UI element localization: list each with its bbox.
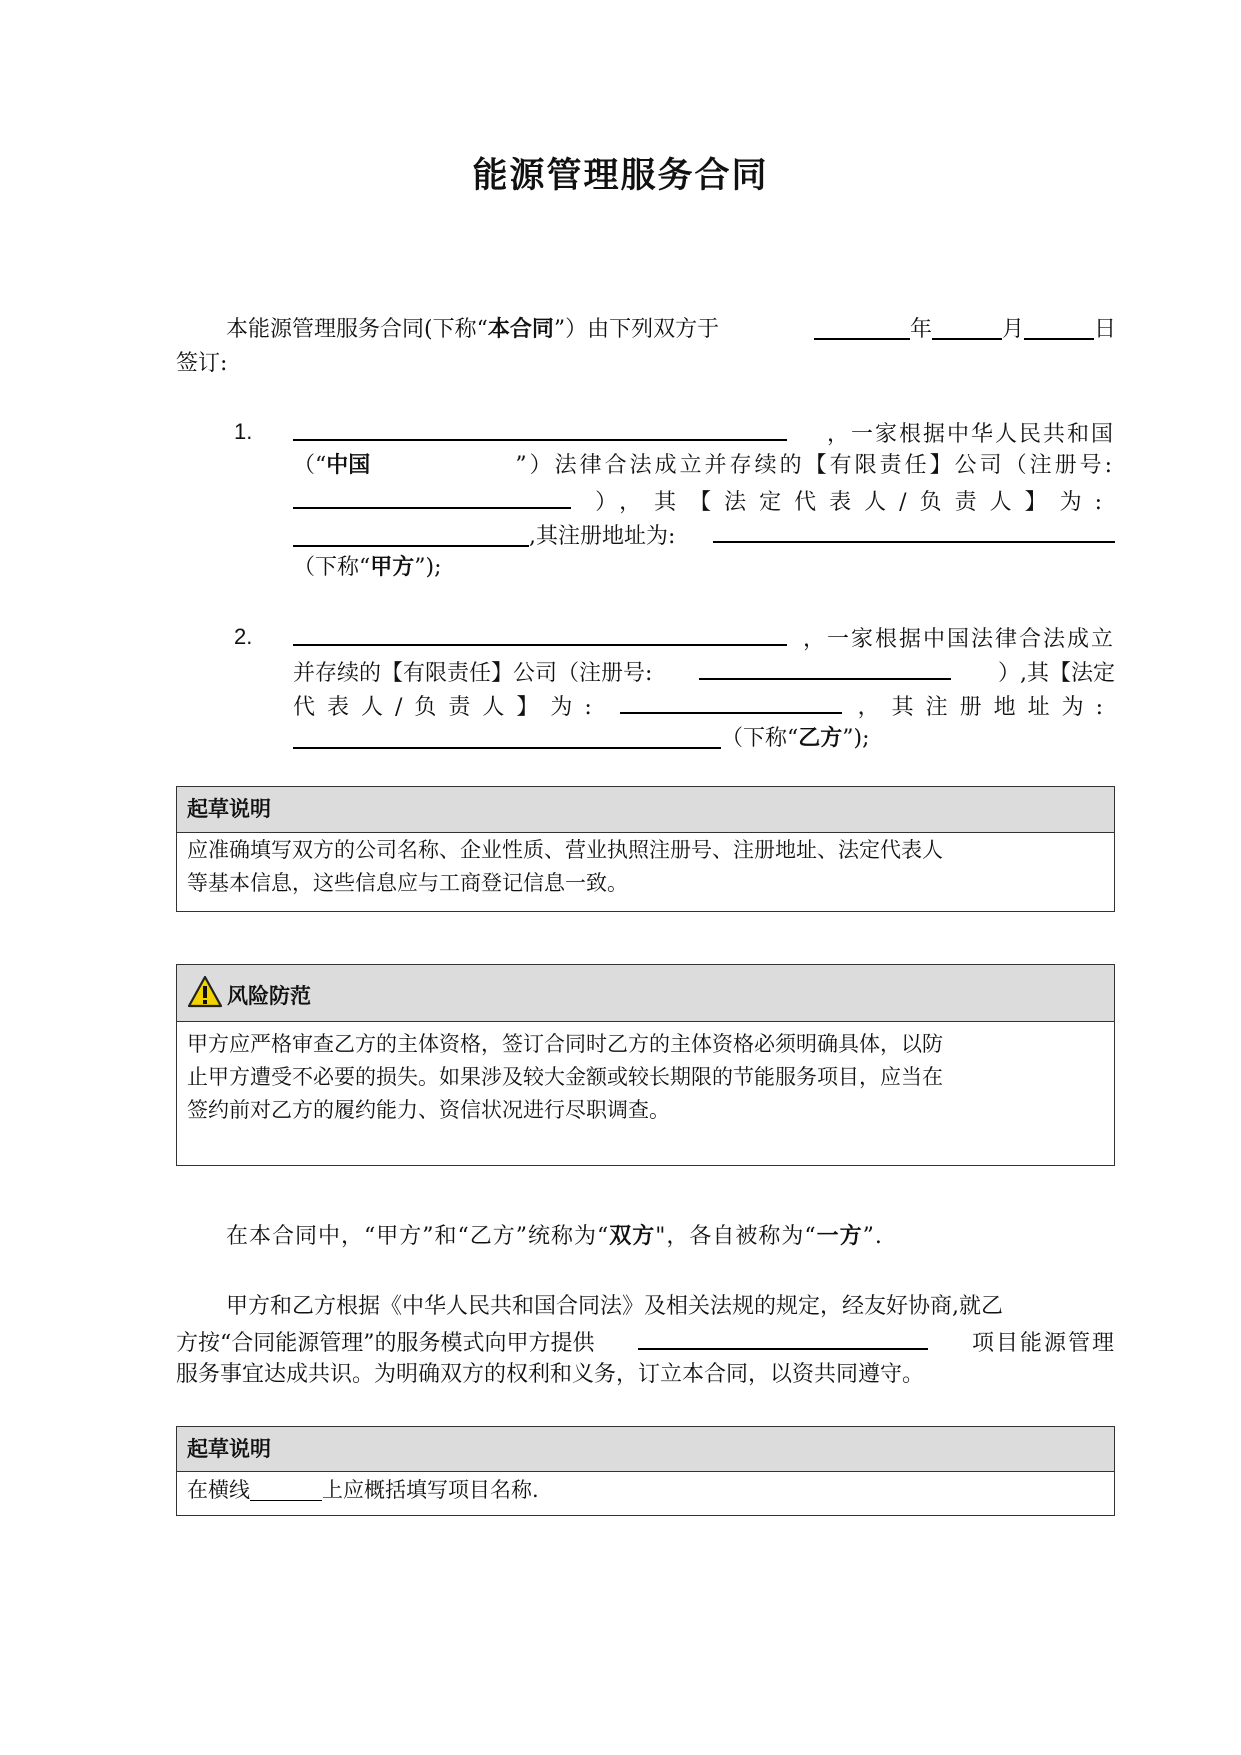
risk-prevention-box [176, 964, 1115, 1166]
party2-l2-b: ）,其【法定 [997, 661, 1115, 686]
risk-body [177, 1022, 1114, 1127]
party1-rep-blank[interactable] [293, 521, 529, 547]
party1-line-3 [293, 483, 1115, 520]
party2-regno-blank[interactable] [699, 654, 951, 680]
intro-bold-contract: 本合同 [487, 317, 554, 342]
year-blank[interactable] [814, 314, 910, 340]
party1-address-blank[interactable] [713, 517, 1115, 543]
intro-text-a: 本能源管理服务合同(下称“ [226, 317, 488, 342]
party2-l2-a: 并存续的【有限责任】公司（注册号: [293, 661, 653, 686]
drafting-note-header-1: 起草说明 [177, 787, 1114, 833]
risk-header [177, 965, 1114, 1022]
party1-line-2 [293, 449, 1115, 483]
party1-l2-a: （“ [293, 453, 327, 478]
party2-l1-text: ，一家根据中国法律合法成立 [802, 627, 1115, 652]
party1-line-4 [293, 517, 1115, 554]
party1-l5-a: （下称“ [293, 555, 371, 580]
drafting-note-body-2 [177, 1472, 1114, 1507]
party2-l3-a: 代表人/负责人】为: [293, 695, 604, 720]
party2-l4-a: （下称“ [721, 726, 799, 751]
month-blank[interactable] [932, 314, 1002, 340]
party1-l4-text: ,其注册地址为: [529, 524, 676, 549]
para-l2-a: 方按“合同能源管理”的服务模式向甲方提供 [176, 1331, 595, 1356]
risk-line-3: 签约前对乙方的履约能力、资信状况进行尽职调查。 [187, 1098, 670, 1122]
party1-regno-blank[interactable] [293, 483, 571, 509]
month-label: 月 [1001, 317, 1024, 342]
party1-l5-b: ”); [414, 555, 442, 580]
party1-l2-b: ”）法律合法成立并存续的【有限责任】公司（注册号: [515, 453, 1115, 478]
note1-line-1: 应准确填写双方的公司名称、企业性质、营业执照注册号、注册地址、法定代表人 [187, 838, 943, 862]
collective-both-bold: 双方 [609, 1224, 656, 1249]
document-title: 能源管理服务合同 [472, 156, 769, 196]
risk-line-1: 甲方应严格审查乙方的主体资格，签订合同时乙方的主体资格必须明确具体，以防 [187, 1032, 943, 1056]
day-blank[interactable] [1024, 314, 1094, 340]
collective-a: 在本合同中，“甲方”和“乙方”统称为“ [226, 1224, 610, 1249]
party2-address-blank[interactable] [293, 723, 721, 749]
note1-line-2: 等基本信息，这些信息应与工商登记信息一致。 [187, 871, 628, 895]
warning-icon [187, 971, 223, 1033]
para-line-1: 甲方和乙方根据《中华人民共和国合同法》及相关法规的规定，经友好协商,就乙 [226, 1294, 1003, 1319]
party2-l4-b: ”); [842, 726, 870, 751]
party2-line-4 [293, 722, 870, 756]
collective-b: "，各自被称为“ [655, 1224, 817, 1249]
collective-one-bold: 一方 [816, 1224, 863, 1249]
party1-l1-text: ，一家根据中华人民共和国 [826, 422, 1115, 447]
collective-c: ”. [862, 1224, 883, 1249]
para-line-3: 服务事宜达成共识。为明确双方的权利和义务，订立本合同，以资共同遵守。 [176, 1362, 925, 1387]
party2-line-3 [293, 688, 1115, 725]
intro-text-b: ”）由下列双方于 [553, 317, 720, 342]
note2-l1-a: 在横线 [187, 1478, 250, 1502]
year-label: 年 [909, 317, 932, 342]
day-label: 日 [1093, 317, 1116, 342]
party1-line-1 [293, 415, 1115, 452]
note2-l1-b: 上应概括填写项目名称. [322, 1478, 539, 1502]
drafting-note-box-1 [176, 786, 1115, 912]
party2-name-blank[interactable] [293, 620, 787, 646]
party1-name-blank[interactable] [293, 415, 787, 441]
party1-party-a-bold: 甲方 [370, 555, 415, 580]
party2-rep-blank[interactable] [620, 688, 842, 714]
drafting-note-header-2: 起草说明 [177, 1427, 1114, 1472]
party1-china-bold: 中国 [326, 453, 371, 478]
risk-header-label: 风险防范 [227, 984, 311, 1008]
party2-l3-b: ，其注册地址为: [857, 695, 1115, 720]
collective-term-line [226, 1220, 883, 1254]
party2-line-1 [293, 620, 1115, 657]
drafting-note-body-1 [177, 833, 1114, 900]
intro-line-2: 签订: [176, 351, 228, 376]
party2-line-2 [293, 654, 1115, 691]
party1-line-5 [293, 551, 442, 585]
party1-l3-text: ），其【法定代表人/负责人】为: [595, 490, 1115, 515]
party2-party-b-bold: 乙方 [798, 726, 843, 751]
drafting-note-box-2 [176, 1426, 1115, 1516]
note2-blank-sample [250, 1478, 322, 1501]
party2-number: 2. [234, 624, 253, 649]
para-line-2 [176, 1324, 1116, 1361]
para-l2-b: 项目能源管理 [971, 1331, 1116, 1356]
intro-line-1 [226, 313, 1116, 347]
party1-number: 1. [234, 419, 253, 444]
project-name-blank[interactable] [638, 1324, 928, 1350]
risk-line-2: 止甲方遭受不必要的损失。如果涉及较大金额或较长期限的节能服务项目，应当在 [187, 1065, 943, 1089]
